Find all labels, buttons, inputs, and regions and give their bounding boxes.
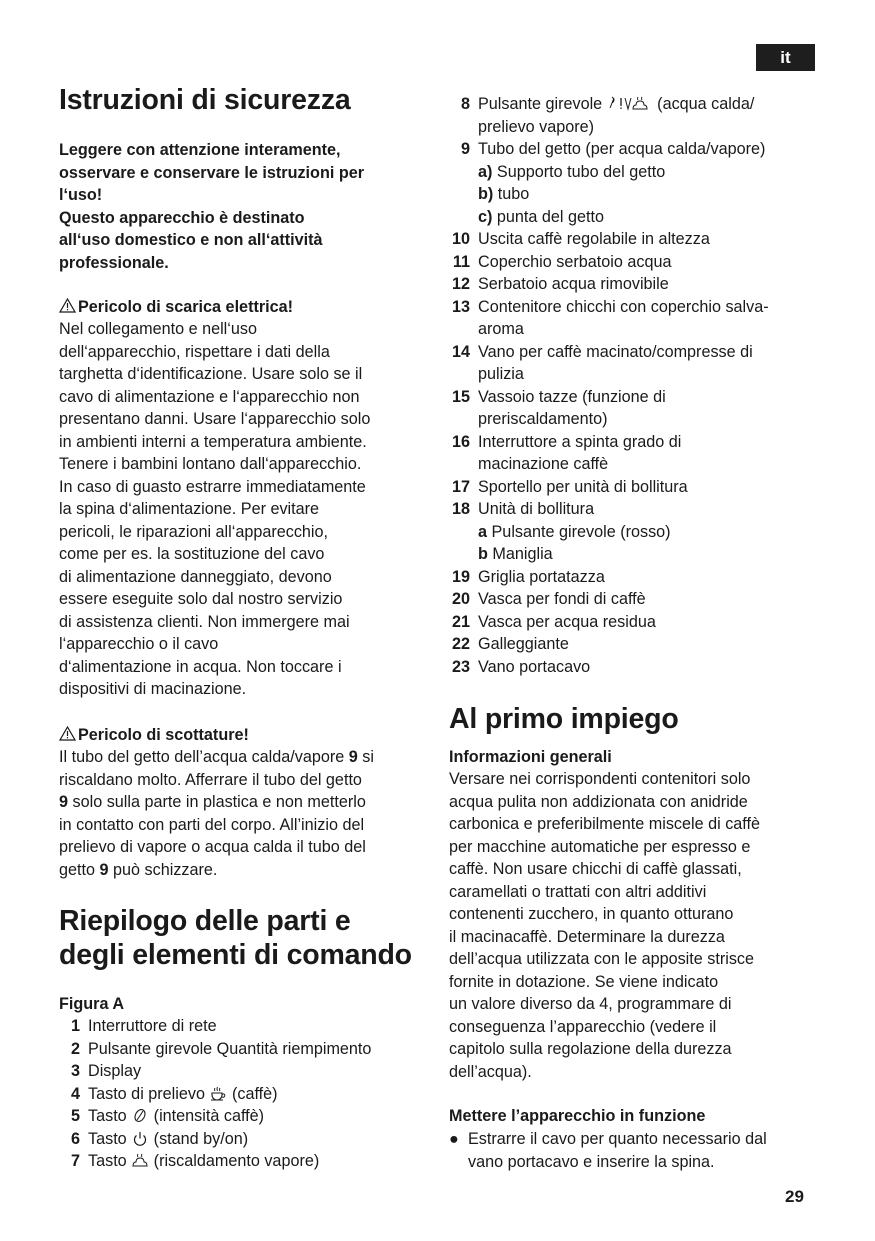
text-line: dispositivi di macinazione. [59,680,247,698]
list-item: 16 Interruttore a spinta grado di macinazione caffè [451,432,682,473]
text-line: acqua pulita non addizionata con anidride [449,792,748,811]
text-line: Versare nei corrispondenti contenitori solo [449,770,751,788]
text-line: targhetta d‘identificazione. Usare solo se il [59,365,363,383]
bean-strength-icon [131,1108,149,1123]
text-line: in ambienti interni a temperatura ambiente. [59,432,367,451]
text-line: cavo di alimentazione e l‘apparecchio non [59,387,360,406]
text-line: contenenti zucchero, in quanto otturano [449,905,734,923]
list-item: 13 Contenitore chicchi con coperchio salva- aroma [451,297,769,338]
list-item: 22 Galleggiante [451,635,569,653]
text-line: d‘alimentazione in acqua. Non toccare i [59,657,342,676]
safety-intro [59,139,431,274]
text-line: Tenere i bambini lontano dall‘apparecchio. [59,455,362,473]
warning-title-text: Pericolo di scarica elettrica! [78,298,294,316]
text-line: presentano danni. Usare l‘apparecchio solo [59,410,371,428]
scald-warning-text [59,746,431,881]
right-column [449,0,824,1171]
text-line: in contatto con parti del corpo. All’inizio del [59,815,365,834]
text-line: prelievo di vapore o acqua calda il tubo del [59,838,366,856]
list-item: 23 Vano portacavo [451,657,591,676]
intro-line: all‘uso domestico e non all‘attività [59,231,323,249]
intro-line: osservare e conservare le istruzioni per [59,163,365,182]
overview-title-line1: Riepilogo delle parti e [59,905,351,937]
text-line: dell’acqua utilizzata con le apposite strisce [449,950,755,968]
list-item: 14 Vano per caffè macinato/compresse di pulizia [451,342,753,383]
text-line: conseguenza l’apparecchio (vedere il [449,1017,717,1036]
scald-warning-title [59,724,249,747]
parts-list-left [59,1015,431,1173]
power-icon [131,1131,149,1146]
list-item: 10 Uscita caffè regolabile in altezza [451,230,710,248]
text-line: capitolo sulla regolazione della durezza [449,1040,732,1058]
intro-line: Questo apparecchio è destinato [59,208,305,227]
text-line: di assistenza clienti. Non immergere mai [59,612,350,631]
language-tab: it [756,44,815,71]
list-item: 9 Tubo del getto (per acqua calda/vapore) a) Supporto tubo del getto b) tubo c) punta del getto [460,140,766,226]
warning-title-text: Pericolo di scottature! [78,726,249,744]
warning-triangle-icon [59,726,76,741]
text-line: il macinacaffè. Determinare la durezza [449,927,725,946]
figure-label: Figura A [59,995,125,1013]
text-line: getto 9 può schizzare. [59,860,218,879]
general-info-heading: Informazioni generali [449,748,612,766]
safety-title: Istruzioni di sicurezza [59,84,351,116]
list-item: 19 Griglia portatazza [451,567,605,586]
start-bullet [449,1128,824,1173]
text-line: dell’acqua). [449,1062,532,1081]
text-line: l‘apparecchio o il cavo [59,635,219,653]
text-line: pericoli, le riparazioni all‘apparecchio, [59,522,329,541]
list-item: 8 Pulsante girevole (acqua calda/ prelievo vapore) [460,95,755,136]
hot-water-steam-icon [607,96,653,111]
list-item: 4 Tasto di prelievo (caffè) [70,1084,278,1103]
text-line: caffè. Non usare chicchi di caffè glassati, [449,860,742,878]
text-line: riscaldano molto. Afferrare il tubo del getto [59,770,362,789]
text-line: dell‘apparecchio, rispettare i dati della [59,342,330,361]
warning-triangle-icon [59,298,76,313]
bullet-icon: ● [449,1130,459,1148]
text-line: la spina d‘alimentazione. Per evitare [59,500,320,518]
text-line: carbonica e preferibilmente miscele di caffè [449,815,761,833]
text-line: per macchine automatiche per espresso e [449,837,751,856]
list-item: 15 Vassoio tazze (funzione di preriscaldamento) [451,387,666,428]
list-item: 17 Sportello per unità di bollitura [451,477,688,496]
list-item: 6 Tasto (stand by/on) [70,1129,249,1148]
electric-shock-warning-text [59,318,431,701]
text-line: Estrarre il cavo per quanto necessario dal [468,1130,767,1148]
list-item: 11 Coperchio serbatoio acqua [452,252,672,271]
text-line: fornite in dotazione. Se viene indicato [449,972,719,991]
text-line: Il tubo del getto dell’acqua calda/vapore 9 si [59,748,374,766]
list-item: 5 Tasto (intensità caffè) [70,1107,265,1125]
page-number: 29 [785,1187,804,1206]
text-line: Nel collegamento e nell‘uso [59,320,257,338]
text-line: un valore diverso da 4, programmare di [449,995,732,1013]
overview-title-line2: degli elementi di comando [59,939,412,971]
coffee-cup-icon [209,1086,227,1101]
text-line: vano portacavo e inserire la spina. [468,1152,715,1171]
general-info-text [449,768,824,1083]
parts-list-right [449,93,824,678]
list-item: 21 Vasca per acqua residua [451,612,656,631]
list-item: 1 Interruttore di rete [70,1017,217,1035]
intro-line: l‘uso! [59,186,103,204]
start-heading: Mettere l’apparecchio in funzione [449,1107,706,1125]
list-item: 20 Vasca per fondi di caffè [451,590,646,608]
first-use-title: Al primo impiego [449,703,679,735]
text-line: come per es. la sostituzione del cavo [59,545,325,563]
text-line: 9 solo sulla parte in plastica e non metterlo [59,793,366,811]
list-item: 18 Unità di bollitura a Pulsante girevole (rosso) b Maniglia [451,500,671,563]
text-line: caramellati o trattati con altri additivi [449,882,707,901]
list-item: 2 Pulsante girevole Quantità riempimento [70,1039,372,1058]
intro-line: Leggere con attenzione interamente, [59,141,341,159]
electric-shock-warning-title [59,296,293,319]
text-line: di alimentazione danneggiato, devono [59,567,332,586]
intro-line: professionale. [59,253,169,272]
list-item: 12 Serbatoio acqua rimovibile [451,275,669,293]
text-line: essere eseguite solo dal nostro servizio [59,590,343,608]
steam-icon [131,1153,149,1168]
list-item: 7 Tasto (riscaldamento vapore) [70,1152,320,1170]
text-line: In caso di guasto estrarre immediatamente [59,477,366,496]
list-item: 3 Display [70,1062,142,1080]
